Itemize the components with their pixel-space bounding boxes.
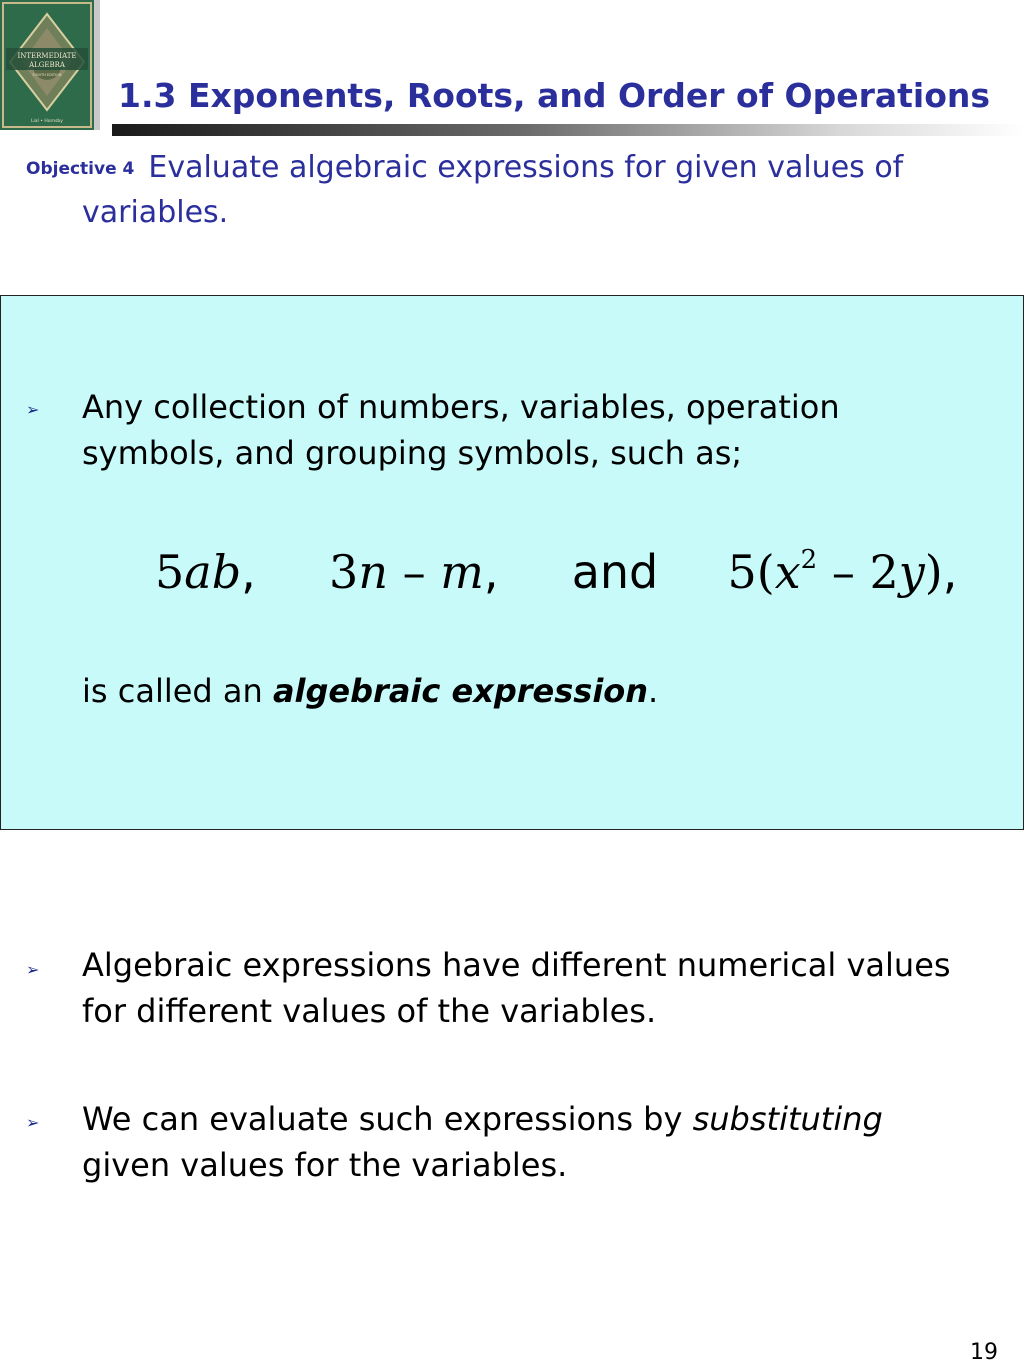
expr-comma-3: , <box>942 545 958 599</box>
cover-title-line1: INTERMEDIATE <box>17 52 77 60</box>
expr-comma-1: , <box>241 545 256 599</box>
expr-5ab-vars: ab <box>184 545 242 599</box>
cover-edition: EIGHTH EDITION <box>32 73 62 77</box>
objective-text-line2: variables. <box>82 195 229 230</box>
definition-text <box>82 384 840 476</box>
point-substituting <box>82 1096 883 1188</box>
expr-minus-2: – 2 <box>817 545 899 599</box>
page-number: 19 <box>970 1340 998 1365</box>
expr-y-var: y <box>898 545 925 599</box>
example-expressions <box>155 545 957 599</box>
cover-title-line2: ALGEBRA <box>29 61 65 69</box>
title-underline-rule <box>112 124 1024 136</box>
expr-m-var: m <box>440 545 484 599</box>
point2-line2: given values for the variables. <box>82 1146 568 1184</box>
term-algebraic-expression: algebraic expression <box>272 672 649 710</box>
expr-close-paren: ) <box>924 545 943 599</box>
point-different-values <box>82 942 951 1034</box>
cover-artwork <box>0 0 94 130</box>
bullet-arrow-icon: ➢ <box>26 1113 40 1132</box>
definition-conclusion <box>82 668 658 714</box>
definition-line2: symbols, and grouping symbols, such as; <box>82 434 743 472</box>
expr-3n-minus: – <box>387 545 441 599</box>
bullet-arrow-icon: ➢ <box>26 960 40 979</box>
bullet-arrow-icon: ➢ <box>26 400 40 419</box>
expr-comma-2: , <box>483 545 499 599</box>
expr-exponent: 2 <box>800 545 818 575</box>
point1-line1: Algebraic expressions have different numerical values <box>82 946 951 984</box>
expr-x-var: x <box>774 545 801 599</box>
objective-text-line1: Evaluate algebraic expressions for given values of <box>148 150 904 185</box>
objective-statement <box>26 146 926 234</box>
textbook-cover-image <box>0 0 100 130</box>
cover-authors: Lial • Hornsby <box>31 119 63 124</box>
called-prefix: is called an <box>82 672 273 710</box>
slide-title: 1.3 Exponents, Roots, and Order of Operations <box>118 76 991 115</box>
expr-5-open: 5( <box>727 545 775 599</box>
definition-line1: Any collection of numbers, variables, operation <box>82 388 840 426</box>
expr-3n-var: n <box>358 545 388 599</box>
expr-3n-coef: 3 <box>329 545 359 599</box>
point2-emphasis-substituting: substituting <box>692 1100 883 1138</box>
point1-line2: for different values of the variables. <box>82 992 657 1030</box>
expr-and-word: and <box>571 545 659 599</box>
objective-label: Objective 4 <box>26 159 135 179</box>
definition-period: . <box>648 672 659 710</box>
expr-5ab-coef: 5 <box>155 545 185 599</box>
point2-line1-prefix: We can evaluate such expressions by <box>82 1100 693 1138</box>
